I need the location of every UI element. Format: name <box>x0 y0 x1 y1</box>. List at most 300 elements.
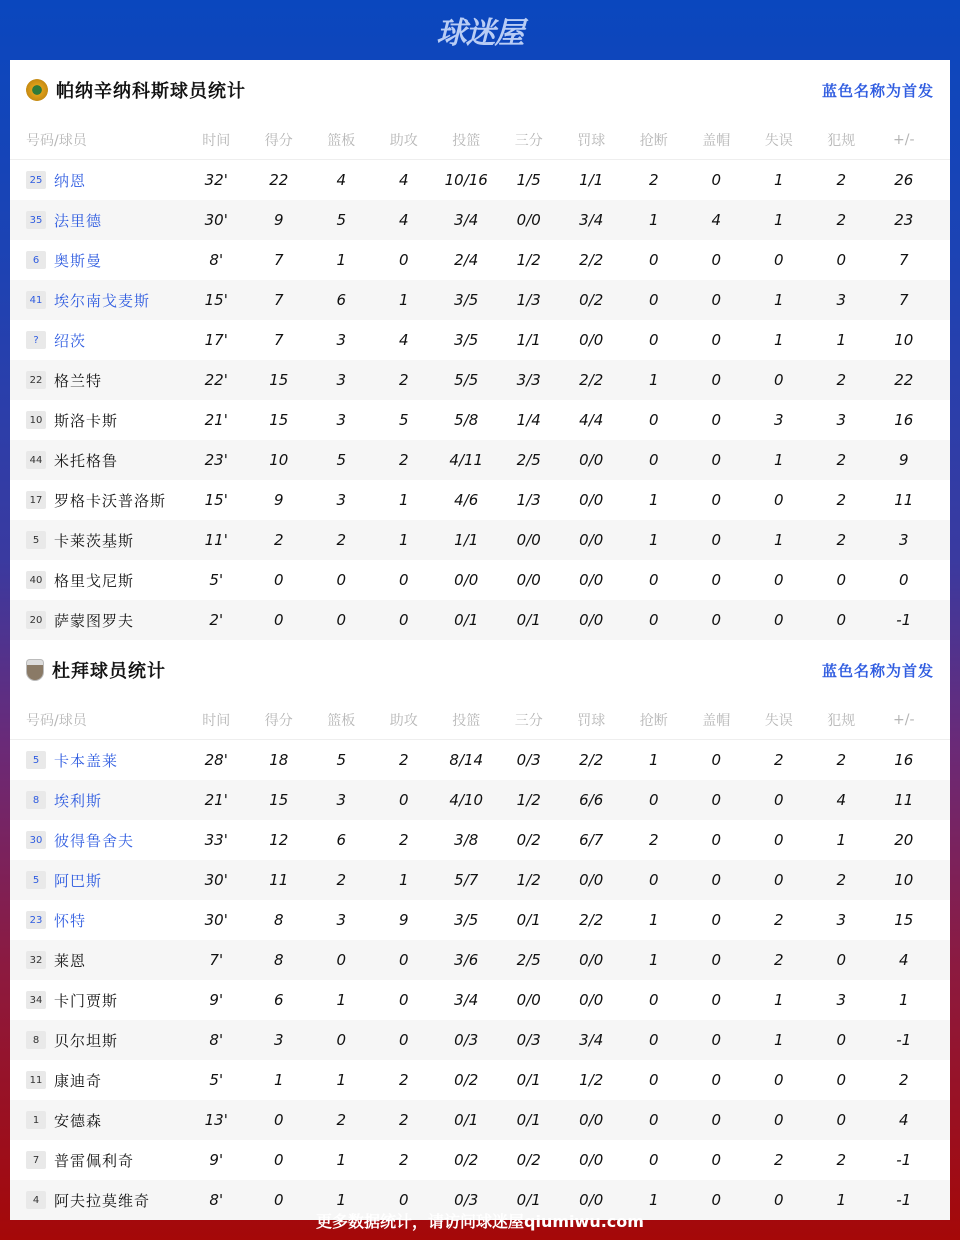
stat-cell: 4/6 <box>454 491 479 509</box>
stat-cell: 0 <box>773 871 784 889</box>
stat-cell: 1 <box>836 1191 847 1209</box>
stat-cell: 1 <box>336 1151 347 1169</box>
stat-cell: 3 <box>273 1031 284 1049</box>
stat-cell: 1 <box>648 531 659 549</box>
player-name[interactable]: 纳恩 <box>54 171 87 190</box>
stat-cell: 2/2 <box>579 751 604 769</box>
stat-cell: 0 <box>273 571 284 589</box>
stat-cell: 1 <box>336 1191 347 1209</box>
stat-cell: 3 <box>336 331 347 349</box>
stat-cell: 0/0 <box>579 1151 604 1169</box>
stat-cell: 4 <box>398 331 409 349</box>
stat-cell: 3/4 <box>579 1031 604 1049</box>
stat-cell: 1 <box>648 1191 659 1209</box>
stat-cell: 0 <box>273 1191 284 1209</box>
player-name[interactable]: 阿巴斯 <box>54 871 103 890</box>
stat-cell: 0 <box>836 571 847 589</box>
stat-cell: 3/4 <box>454 211 479 229</box>
player-name[interactable]: 卡门贾斯 <box>54 991 119 1010</box>
column-header[interactable]: +/- <box>893 131 915 148</box>
stat-cell: 0 <box>711 1191 722 1209</box>
column-header[interactable]: +/- <box>893 711 915 728</box>
stat-cell: 0 <box>711 531 722 549</box>
stat-cell: 2/2 <box>579 251 604 269</box>
stat-cell: -1 <box>896 1031 912 1049</box>
stat-cell: 1 <box>398 531 409 549</box>
stat-cell: 1 <box>336 251 347 269</box>
stat-cell: 7 <box>898 251 909 269</box>
stat-cell: 10 <box>894 871 914 889</box>
jersey-number: 41 <box>26 291 46 309</box>
stat-cell: 28' <box>204 751 228 769</box>
stat-cell: 2 <box>398 1111 409 1129</box>
stat-cell: 0 <box>273 1111 284 1129</box>
stat-cell: 1 <box>648 911 659 929</box>
stat-cell: 0 <box>711 1071 722 1089</box>
stat-cell: 2/4 <box>454 251 479 269</box>
stat-cell: 0 <box>773 371 784 389</box>
stat-cell: 8 <box>273 951 284 969</box>
player-name[interactable]: 阿夫拉莫维奇 <box>54 1191 151 1210</box>
stat-cell: 1 <box>773 211 784 229</box>
stat-cell: 0 <box>398 571 409 589</box>
stat-cell: 5 <box>336 451 347 469</box>
stat-cell: 1/4 <box>516 411 541 429</box>
stat-cell: 0 <box>336 571 347 589</box>
stat-cell: 3 <box>836 911 847 929</box>
starter-legend: 蓝色名称为首发 <box>821 81 934 100</box>
stat-cell: 3/6 <box>454 951 479 969</box>
stat-cell: 0 <box>773 831 784 849</box>
table-row[interactable] <box>10 240 950 280</box>
stat-cell: 0 <box>648 1111 659 1129</box>
player-cell <box>10 490 185 511</box>
stat-cell: -1 <box>896 1151 912 1169</box>
stat-cell: 3 <box>898 531 909 549</box>
stat-cell: 5/8 <box>454 411 479 429</box>
column-header[interactable]: 盖帽 <box>702 712 731 729</box>
stat-cell: 0/0 <box>579 1191 604 1209</box>
table-row[interactable] <box>10 1100 950 1140</box>
stat-cell: 23' <box>204 451 228 469</box>
stat-cell: 1 <box>773 991 784 1009</box>
stat-cell: 0 <box>398 951 409 969</box>
stat-cell: 0/1 <box>516 1071 541 1089</box>
jersey-number: 7 <box>26 1151 46 1169</box>
stat-cell: 0 <box>773 571 784 589</box>
player-cell <box>10 610 185 631</box>
jersey-number: 34 <box>26 991 46 1009</box>
player-cell <box>10 1110 185 1131</box>
column-header[interactable]: 助攻 <box>389 712 418 729</box>
table-row[interactable] <box>10 480 950 520</box>
team-name: 杜拜球员统计 <box>52 661 166 682</box>
stat-cell: 2/2 <box>579 371 604 389</box>
table-row[interactable] <box>10 980 950 1020</box>
player-name[interactable]: 康迪奇 <box>54 1071 103 1090</box>
column-header[interactable]: 助攻 <box>389 132 418 149</box>
table-row[interactable] <box>10 440 950 480</box>
stat-cell: 5/7 <box>454 871 479 889</box>
player-cell <box>10 250 185 271</box>
stat-cell: 7 <box>273 291 284 309</box>
column-header[interactable]: 犯规 <box>827 712 856 729</box>
stats-card <box>10 60 950 1210</box>
stat-cell: 0 <box>836 1071 847 1089</box>
stat-cell: 8' <box>209 1191 224 1209</box>
column-header-row <box>10 120 950 160</box>
stat-cell: 0/0 <box>516 571 541 589</box>
stat-cell: 11' <box>204 531 228 549</box>
stat-cell: 1 <box>273 1071 284 1089</box>
stat-cell: 0/0 <box>579 991 604 1009</box>
column-header[interactable]: 抢断 <box>639 132 668 149</box>
player-cell <box>10 570 185 591</box>
stat-cell: 1/2 <box>579 1071 604 1089</box>
stat-cell: 0/1 <box>516 911 541 929</box>
stat-cell: 2 <box>398 831 409 849</box>
player-cell <box>10 530 185 551</box>
stat-cell: 0 <box>648 451 659 469</box>
player-cell <box>10 830 185 851</box>
player-name[interactable]: 格兰特 <box>54 371 103 390</box>
stat-cell: 22 <box>269 171 289 189</box>
table-row[interactable] <box>10 1060 950 1100</box>
stat-cell: 20 <box>894 831 914 849</box>
table-row[interactable] <box>10 400 950 440</box>
stat-cell: 0 <box>711 751 722 769</box>
stat-cell: 15' <box>204 491 228 509</box>
stat-cell: 2/5 <box>516 451 541 469</box>
jersey-number: 17 <box>26 491 46 509</box>
column-header[interactable]: 得分 <box>264 712 293 729</box>
stat-cell: -1 <box>896 611 912 629</box>
stat-cell: 2 <box>836 871 847 889</box>
table-row[interactable] <box>10 940 950 980</box>
player-cell <box>10 410 185 431</box>
stat-cell: 0 <box>648 871 659 889</box>
stat-cell: 0 <box>711 331 722 349</box>
stat-cell: 1 <box>836 831 847 849</box>
stat-cell: 0 <box>711 251 722 269</box>
stat-cell: 0 <box>648 251 659 269</box>
stat-cell: 1 <box>648 371 659 389</box>
stat-cell: 1/1 <box>516 331 541 349</box>
stat-cell: 0/1 <box>454 1111 479 1129</box>
stat-cell: 2 <box>336 1111 347 1129</box>
stat-cell: 1 <box>398 291 409 309</box>
stat-cell: 5 <box>336 211 347 229</box>
column-header[interactable]: 号码/球员 <box>26 712 87 729</box>
player-cell <box>10 910 185 931</box>
table-row[interactable] <box>10 360 950 400</box>
player-cell <box>10 950 185 971</box>
column-header[interactable]: 罚球 <box>577 712 606 729</box>
team-title <box>26 77 246 103</box>
stat-cell: 1/3 <box>516 491 541 509</box>
stat-cell: 0/3 <box>454 1031 479 1049</box>
stat-cell: 6 <box>273 991 284 1009</box>
starter-legend: 蓝色名称为首发 <box>821 661 934 680</box>
stat-cell: 0 <box>336 951 347 969</box>
stat-cell: 4/11 <box>449 451 484 469</box>
stat-cell: 30' <box>204 911 228 929</box>
stat-cell: 6/7 <box>579 831 604 849</box>
stat-cell: 0 <box>398 251 409 269</box>
stat-cell: 0 <box>648 1151 659 1169</box>
stat-cell: 13' <box>204 1111 228 1129</box>
stat-cell: 3 <box>836 991 847 1009</box>
stat-cell: 0 <box>836 951 847 969</box>
stat-cell: 3 <box>773 411 784 429</box>
column-header[interactable]: 盖帽 <box>702 132 731 149</box>
column-header[interactable]: 失误 <box>764 712 793 729</box>
stat-cell: 0/1 <box>516 1111 541 1129</box>
stat-cell: 10 <box>894 331 914 349</box>
stat-cell: 0 <box>773 1111 784 1129</box>
table-row[interactable] <box>10 200 950 240</box>
stat-cell: 0 <box>648 611 659 629</box>
player-cell <box>10 790 185 811</box>
team-section <box>10 640 950 1220</box>
stat-cell: 0/0 <box>579 531 604 549</box>
column-header[interactable]: 篮板 <box>327 132 356 149</box>
player-name[interactable]: 埃利斯 <box>54 791 103 810</box>
table-row[interactable] <box>10 560 950 600</box>
stat-cell: 21' <box>204 791 228 809</box>
jersey-number: 11 <box>26 1071 46 1089</box>
table-row[interactable] <box>10 860 950 900</box>
stat-cell: 2 <box>836 491 847 509</box>
stat-cell: 0/0 <box>579 571 604 589</box>
stat-cell: 0 <box>398 1191 409 1209</box>
stat-cell: 4 <box>398 211 409 229</box>
table-row[interactable] <box>10 1020 950 1060</box>
table-row[interactable] <box>10 900 950 940</box>
stat-cell: 2/5 <box>516 951 541 969</box>
stat-cell: 1 <box>773 331 784 349</box>
column-header[interactable]: 得分 <box>264 132 293 149</box>
stat-cell: 4 <box>836 791 847 809</box>
stat-cell: 4 <box>711 211 722 229</box>
player-cell <box>10 1070 185 1091</box>
stat-cell: 4 <box>898 951 909 969</box>
stat-cell: 2 <box>898 1071 909 1089</box>
footer-promo[interactable]: 更多数据统计，请访问球迷屋qiumiwu.com <box>316 1211 644 1231</box>
player-name[interactable]: 埃尔南戈麦斯 <box>54 291 151 310</box>
player-cell <box>10 290 185 311</box>
stat-cell: 3/4 <box>579 211 604 229</box>
stat-cell: 6 <box>336 291 347 309</box>
stat-cell: 8 <box>273 911 284 929</box>
stat-cell: 2 <box>836 371 847 389</box>
stat-cell: 0 <box>273 1151 284 1169</box>
player-name[interactable]: 莱恩 <box>54 951 87 970</box>
stat-cell: 0/0 <box>579 491 604 509</box>
stat-cell: 2 <box>336 531 347 549</box>
stat-cell: 15 <box>269 371 289 389</box>
stat-cell: 0/0 <box>516 991 541 1009</box>
player-name[interactable]: 绍茨 <box>54 331 87 350</box>
stat-cell: 8/14 <box>449 751 484 769</box>
stat-cell: 0/1 <box>516 1191 541 1209</box>
player-name[interactable]: 奥斯曼 <box>54 251 103 270</box>
stat-cell: 9 <box>273 491 284 509</box>
stat-cell: 0 <box>711 991 722 1009</box>
stat-cell: 0/2 <box>454 1071 479 1089</box>
player-name[interactable]: 罗格卡沃普洛斯 <box>54 491 167 510</box>
stat-cell: 17' <box>204 331 228 349</box>
player-name[interactable]: 普雷佩利奇 <box>54 1151 135 1170</box>
stat-cell: 3/5 <box>454 291 479 309</box>
column-header[interactable]: 罚球 <box>577 132 606 149</box>
column-header[interactable]: 投篮 <box>452 712 481 729</box>
stat-cell: 5 <box>336 751 347 769</box>
stat-cell: 1/1 <box>454 531 479 549</box>
stat-cell: 1 <box>648 491 659 509</box>
stat-cell: 30' <box>204 871 228 889</box>
column-header[interactable]: 时间 <box>202 712 231 729</box>
column-header[interactable]: 时间 <box>202 132 231 149</box>
stat-cell: 23 <box>894 211 914 229</box>
player-name[interactable]: 贝尔坦斯 <box>54 1031 119 1050</box>
stat-cell: 0/0 <box>579 871 604 889</box>
stat-cell: 7 <box>898 291 909 309</box>
stat-cell: 0 <box>898 571 909 589</box>
column-header[interactable]: 三分 <box>514 132 543 149</box>
column-header[interactable]: 号码/球员 <box>26 132 87 149</box>
stat-cell: 4 <box>898 1111 909 1129</box>
panathinaikos-logo-icon <box>26 79 48 101</box>
player-name[interactable]: 彼得鲁舍夫 <box>54 831 135 850</box>
stat-cell: 0/0 <box>516 531 541 549</box>
stat-cell: 0/0 <box>579 451 604 469</box>
stat-cell: 0/1 <box>516 611 541 629</box>
jersey-number: 5 <box>26 531 46 549</box>
player-name[interactable]: 卡本盖莱 <box>54 751 119 770</box>
stat-cell: 0 <box>773 251 784 269</box>
table-row[interactable] <box>10 160 950 200</box>
stat-cell: 1 <box>648 951 659 969</box>
stat-cell: 9' <box>209 1151 224 1169</box>
stat-cell: 0 <box>711 411 722 429</box>
stat-cell: 0 <box>648 571 659 589</box>
stat-cell: 0 <box>711 611 722 629</box>
table-row[interactable] <box>10 320 950 360</box>
stat-cell: 16 <box>894 411 914 429</box>
stat-cell: 0/3 <box>454 1191 479 1209</box>
stat-cell: 11 <box>894 491 914 509</box>
player-name[interactable]: 格里戈尼斯 <box>54 571 135 590</box>
stat-cell: 5 <box>398 411 409 429</box>
stat-cell: 7 <box>273 251 284 269</box>
player-name[interactable]: 斯洛卡斯 <box>54 411 119 430</box>
stat-cell: 2 <box>836 751 847 769</box>
column-header[interactable]: 失误 <box>764 132 793 149</box>
jersey-number: 8 <box>26 791 46 809</box>
table-row[interactable] <box>10 280 950 320</box>
stat-cell: 0/2 <box>516 1151 541 1169</box>
player-name[interactable]: 萨蒙图罗夫 <box>54 611 135 630</box>
stat-cell: 9 <box>273 211 284 229</box>
table-row[interactable] <box>10 600 950 640</box>
player-cell <box>10 1030 185 1051</box>
stat-cell: 10 <box>269 451 289 469</box>
stat-cell: 0 <box>773 611 784 629</box>
player-rows <box>10 740 950 1220</box>
jersey-number: 22 <box>26 371 46 389</box>
column-header[interactable]: 三分 <box>514 712 543 729</box>
table-row[interactable] <box>10 740 950 780</box>
stat-cell: 0 <box>711 871 722 889</box>
stat-cell: 0 <box>336 611 347 629</box>
stat-cell: 15 <box>269 791 289 809</box>
stat-cell: 3/5 <box>454 331 479 349</box>
column-header-row <box>10 700 950 740</box>
stat-cell: 1 <box>836 331 847 349</box>
jersey-number: 32 <box>26 951 46 969</box>
stat-cell: 12 <box>269 831 289 849</box>
stat-cell: 22 <box>894 371 914 389</box>
stat-cell: 2 <box>773 951 784 969</box>
table-row[interactable] <box>10 780 950 820</box>
stat-cell: 9 <box>898 451 909 469</box>
player-cell <box>10 750 185 771</box>
stat-cell: 0 <box>648 1071 659 1089</box>
stat-cell: 0 <box>836 251 847 269</box>
player-name[interactable]: 卡莱茨基斯 <box>54 531 135 550</box>
table-row[interactable] <box>10 1140 950 1180</box>
player-name[interactable]: 安德森 <box>54 1111 103 1130</box>
stat-cell: 3 <box>336 411 347 429</box>
stat-cell: 3 <box>336 371 347 389</box>
column-header[interactable]: 犯规 <box>827 132 856 149</box>
stat-cell: 0 <box>773 491 784 509</box>
jersey-number: 5 <box>26 751 46 769</box>
stat-cell: 1/3 <box>516 291 541 309</box>
column-header[interactable]: 投篮 <box>452 132 481 149</box>
player-cell <box>10 870 185 891</box>
team-title <box>26 657 166 683</box>
stat-cell: 0 <box>773 1071 784 1089</box>
player-name[interactable]: 米托格鲁 <box>54 451 119 470</box>
stat-cell: 4/10 <box>449 791 484 809</box>
stat-cell: 16 <box>894 751 914 769</box>
stat-cell: 0/0 <box>579 611 604 629</box>
stat-cell: 2 <box>836 211 847 229</box>
stat-cell: 2 <box>398 751 409 769</box>
player-name[interactable]: 法里德 <box>54 211 103 230</box>
stat-cell: 1 <box>773 1031 784 1049</box>
stat-cell: 0 <box>711 491 722 509</box>
table-row[interactable] <box>10 820 950 860</box>
player-name[interactable]: 怀特 <box>54 911 87 930</box>
stat-cell: 1/1 <box>579 171 604 189</box>
brand-logo: 球迷屋 <box>436 17 524 50</box>
column-header[interactable]: 篮板 <box>327 712 356 729</box>
stat-cell: 0/2 <box>579 291 604 309</box>
jersey-number: 20 <box>26 611 46 629</box>
stat-cell: 2 <box>836 1151 847 1169</box>
column-header[interactable]: 抢断 <box>639 712 668 729</box>
stat-cell: 0/0 <box>579 951 604 969</box>
stat-cell: 2 <box>398 451 409 469</box>
stat-cell: 3 <box>336 491 347 509</box>
stat-cell: 11 <box>894 791 914 809</box>
table-row[interactable] <box>10 520 950 560</box>
stat-cell: 5' <box>209 571 224 589</box>
stat-cell: 0 <box>398 991 409 1009</box>
